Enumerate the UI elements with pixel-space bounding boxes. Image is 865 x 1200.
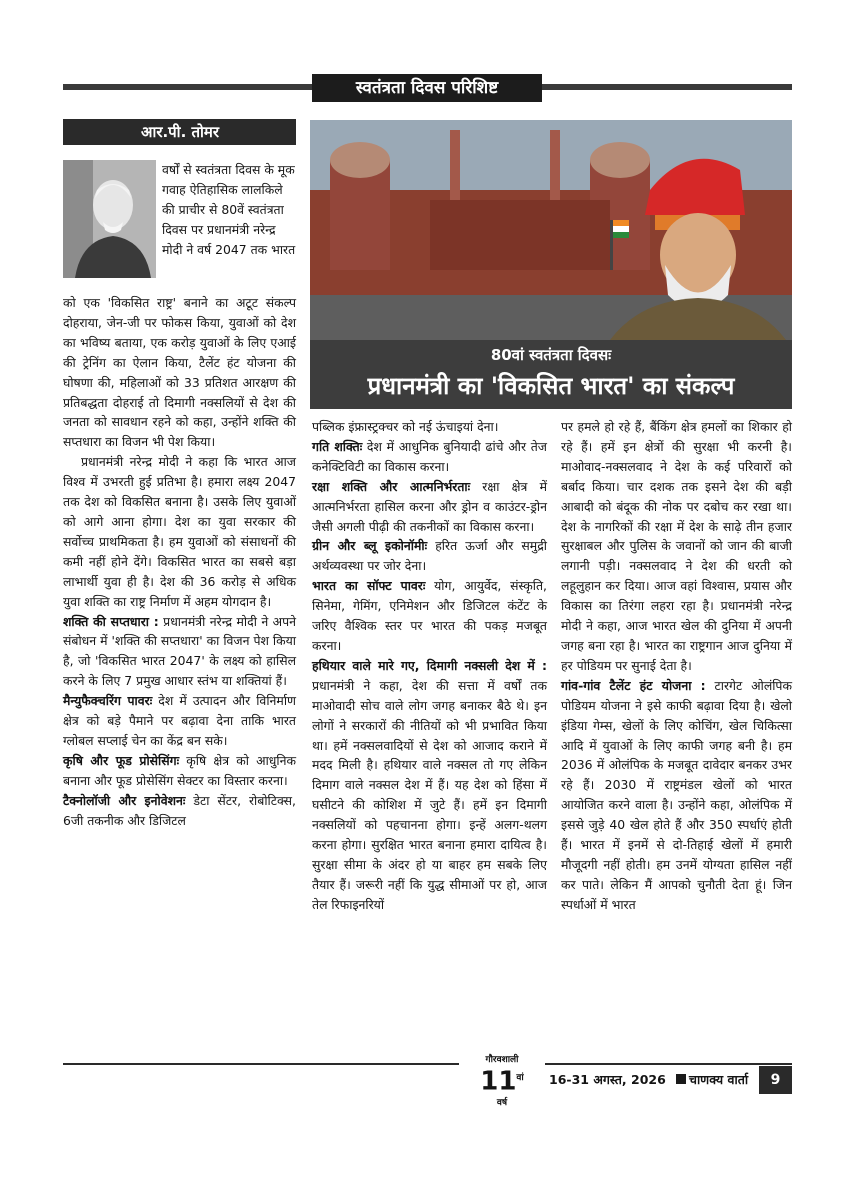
column-3 xyxy=(561,417,792,915)
section-title: स्वतंत्रता दिवस परिशिष्ट xyxy=(312,74,542,102)
red-fort-photo xyxy=(310,120,792,340)
anniversary-logo: गौरवशाली $11^{वां}$ वर्ष xyxy=(480,1055,524,1108)
paragraph: पर हमले हो रहे हैं, बैंकिंग क्षेत्र हमलों का शिकार हो रहे हैं। हमें इन क्षेत्रों की सुरक्षा भी करनी है। माओवाद-नक्सलवाद ने देश के कई परिवारों को बर्बाद किया। चार दशक तक इसने देश की बड़ी आबादी को बंदूक की नोक पर दबोच कर रखा था। देश के नागरिकों की रक्षा में देश के साढ़े तीन हजार सुरक्षाबल और पुलिस के जवानों को जान की बाजी लगानी पड़ी। नक्सलवाद ने देश की धरती को लहूलुहान कर दिया। आज वहां विश्वास, प्रयास और विकास का तिरंगा लहरा रहा है। प्रधानमंत्री नरेन्द्र मोदी ने कहा, आज भारत खेल की दुनिया में अपनी जगह बना रहा है। भारत का राष्ट्रगान आज दुनिया में हर पोडियम पर सुनाई देता है। xyxy=(561,419,792,673)
article-title-main: प्रधानमंत्री का 'विकसित भारत' का संकल्प xyxy=(367,372,735,400)
issue-date: 16-31 अगस्त, 2026 xyxy=(549,1072,666,1087)
subheading: कृषि और फूड प्रोसेसिंगः xyxy=(63,752,180,768)
paragraph: ग्रीन और ब्लू इकोनॉमीः हरित ऊर्जा और समुद्री अर्थव्यवस्था पर जोर देना। xyxy=(312,538,547,574)
paragraph: रक्षा शक्ति और आत्मनिर्भरताः रक्षा क्षेत्र में आत्मनिर्भरता हासिल करना और ड्रोन व काउंटर-ड्रोन जैसी अगली पीढ़ी की तकनीकों का विकास करना। xyxy=(312,478,547,534)
column-1 xyxy=(63,293,296,830)
subheading: शक्ति की सप्तधारा : xyxy=(63,613,159,629)
article-title-box xyxy=(310,340,792,409)
paragraph: शक्ति की सप्तधारा : प्रधानमंत्री नरेन्द्र मोदी ने अपने संबोधन में 'शक्ति की सप्तधारा' का विजन पेश किया है, जो 'विकसित भारत 2047' के लक्ष्य को हासिल करने के लिए 7 प्रमुख आधार स्तंभ या शक्तियां हैं। xyxy=(63,613,296,689)
author-photo xyxy=(63,160,156,278)
paragraph: पब्लिक इंफ्रास्ट्रक्चर को नई ऊंचाइयां देना। xyxy=(312,419,499,434)
paragraph: हथियार वाले मारे गए, दिमागी नक्सली देश में : प्रधानमंत्री ने कहा, देश की सत्ता में वर्षों तक माओवादी सोच वाले लोग जगह बनाकर बैठे थे। इन लोगों ने सरकारों की नीतियों को भी प्रभावित किया था। हमें नक्सलवादियों से देश को आजाद कराने में मदद मिली है। हथियार वाले नक्सल तो गए लेकिन दिमाग वाले नक्सल देश में हैं। यह देश को हिंसा में घसीटने की कोशिश में जुटे हैं। हमें इन दिमागी नक्सलियों को पहचानना होगा। इन्हें अलग-थलग करना होगा। सुरक्षित भारत बनाना हमारा दायित्व है। सुरक्षा सीमा के अंदर हो या बाहर हम सबके लिए तैयार हैं। जरूरी नहीं कि युद्ध सीमाओं पर हो, आज तेल रिफाइनरियों xyxy=(312,657,547,912)
subheading: भारत का सॉफ्ट पावरः xyxy=(312,578,426,594)
magazine-name: चाणक्य वार्ता xyxy=(689,1072,749,1087)
footer-rule-left xyxy=(63,1063,459,1065)
subheading: मैन्युफैक्चरिंग पावरः xyxy=(63,693,153,709)
column-2 xyxy=(312,417,547,915)
subheading: ग्रीन और ब्लू इकोनॉमीः xyxy=(312,538,428,554)
paragraph: कृषि और फूड प्रोसेसिंगः कृषि क्षेत्र को आधुनिक बनाना और फूड प्रोसेसिंग सेक्टर का विस्तार करना। xyxy=(63,752,296,788)
paragraph: गांव-गांव टैलेंट हंट योजना : टारगेट ओलंपिक पोडियम योजना ने इसे काफी बढ़ावा दिया है। खेलो इंडिया गेम्स, खेलों के लिए कोचिंग, खेल चिकित्सा आदि में युवाओं के लिए काफी जगह बनी है। हम 2036 में ओलंपिक के मजबूत दावेदार बनकर उभर रहे हैं। 2030 में राष्ट्रमंडल खेलों को भारत आयोजित करने वाला है। उन्होंने कहा, ओलंपिक में इससे जुड़े 40 खेल होते हैं और 350 स्पर्धाएं होती हैं। भारत में इनमें से दो-तिहाई खेलों में हमारी मौजूदगी नहीं होती। हम उनमें योग्यता हासिल नहीं कर पाते। लेकिन मैं आपको चुनौती देता हूं। जिन स्पर्धाओं में भारत xyxy=(561,677,792,912)
paragraph: भारत का सॉफ्ट पावरः योग, आयुर्वेद, संस्कृति, सिनेमा, गेमिंग, एनिमेशन और डिजिटल कंटेंट के जरिए वैश्विक स्तर पर भारत की पकड़ मजबूत करना। xyxy=(312,578,548,653)
lead-paragraph-wrap: वर्षों से स्वतंत्रता दिवस के मूक गवाह ऐतिहासिक लालकिले की प्राचीर से 80वें स्वतंत्रता दिवस पर प्रधानमंत्री नरेन्द्र मोदी ने वर्ष 2047 तक भारत xyxy=(162,162,296,257)
subheading: हथियार वाले मारे गए, दिमागी नक्सली देश में : xyxy=(312,657,547,673)
article-title-sub: 80वां स्वतंत्रता दिवसः xyxy=(490,346,612,364)
header-rule-left xyxy=(63,84,312,90)
lead-paragraph-rest: को एक 'विकसित राष्ट्र' बनाने का अटूट संकल्प दोहराया, जेन-जी पर फोकस किया, युवाओं को देश का भविष्य बताया, एक करोड़ युवाओं के लिए एआई की ट्रेनिंग का ऐलान किया, टैलेंट हंट योजना की घोषणा की, महिलाओं को 33 प्रतिशत आरक्षण की प्रतिबद्धता दोहराई तो दिमागी नक्सलियों से देश की जनता को सावधान रहने को कहा, उन्होंने शक्ति की सप्तधारा का विजन भी पेश किया। xyxy=(63,295,296,450)
paragraph: मैन्युफैक्चरिंग पावरः देश में उत्पादन और विनिर्माण क्षेत्र को बड़े पैमाने पर बढ़ावा देना ताकि भारत ग्लोबल सप्लाई चेन का केंद्र बन सके। xyxy=(63,693,296,748)
footer-rule-right xyxy=(545,1063,792,1065)
header-rule-right xyxy=(542,84,792,90)
paragraph: गति शक्तिः देश में आधुनिक बुनियादी ढांचे और तेज कनेक्टिविटी का विकास करना। xyxy=(312,438,547,474)
page-number: 9 xyxy=(759,1066,792,1094)
subheading: रक्षा शक्ति और आत्मनिर्भरताः xyxy=(312,478,471,494)
subheading: गांव-गांव टैलेंट हंट योजना : xyxy=(561,677,706,693)
paragraph: प्रधानमंत्री नरेन्द्र मोदी ने कहा कि भारत आज विश्व में उभरती हुई प्रतिभा है। हमारा लक्ष्य 2047 तक देश को विकसित बनाना है। उसके लिए युवाओं को आगे आना होगा। देश का युवा सरकार की सर्वोच्च प्राथमिकता है। हम युवाओं को संसाधनों की कमी नहीं होने देंगे। विकसित भारत का सबसे बड़ा लाभार्थी युवा ही है। देश की 36 करोड़ से अधिक युवा शक्ति का राष्ट्र निर्माण में अहम योगदान है। xyxy=(63,454,296,609)
author-byline xyxy=(63,119,296,145)
subheading: गति शक्तिः xyxy=(312,438,363,454)
author-name: आर.पी. तोमर xyxy=(141,123,220,141)
subheading: टैक्नोलॉजी और इनोवेशनः xyxy=(63,792,186,808)
square-bullet-icon xyxy=(676,1074,686,1084)
paragraph: टैक्नोलॉजी और इनोवेशनः डेटा सेंटर, रोबोटिक्स, 6जी तकनीक और डिजिटल xyxy=(63,792,296,828)
